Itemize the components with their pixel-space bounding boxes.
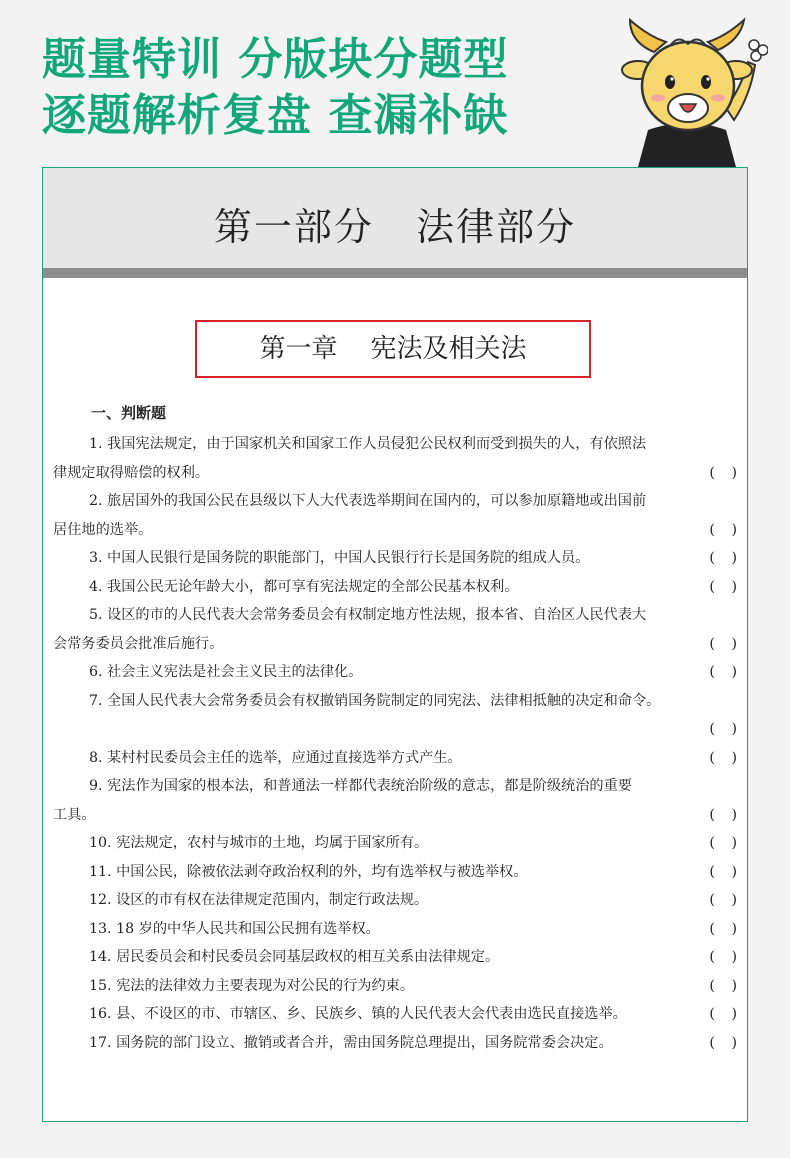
chapter-title: 第一章 宪法及相关法 [259, 334, 527, 364]
question-item [53, 829, 745, 858]
answer-blank[interactable]: ( ) [709, 835, 743, 851]
question-text: 4. 我国公民无论年龄大小，都可享有宪法规定的全部公民基本权利。 [89, 578, 519, 595]
answer-blank[interactable]: ( ) [709, 920, 743, 937]
answer-blank[interactable]: ( ) [709, 806, 743, 823]
promo-banner [42, 32, 602, 144]
question-item [53, 687, 745, 744]
question-item [53, 858, 745, 887]
question-text: 3. 中国人民银行是国务院的职能部门，中国人民银行行长是国务院的组成人员。 [89, 550, 590, 566]
question-item [53, 1000, 745, 1029]
question-item [53, 886, 745, 915]
question-text: 10. 宪法规定，农村与城市的土地，均属于国家所有。 [89, 835, 429, 851]
question-item [53, 487, 745, 544]
cow-mascot-icon [608, 12, 768, 167]
answer-blank[interactable]: ( ) [709, 521, 743, 538]
question-text: 1. 我国宪法规定，由于国家机关和国家工作人员侵犯公民权利而受到损失的人，有依照法 [89, 436, 647, 452]
question-item [53, 658, 745, 687]
question-text-continued [53, 715, 745, 744]
question-text-continued: 工具。 [53, 806, 96, 823]
question-item [53, 772, 745, 829]
question-item [53, 943, 745, 972]
question-text: 2. 旅居国外的我国公民在县级以下人大代表选举期间在国内的，可以参加原籍地或出国前 [89, 493, 647, 509]
question-text: 7. 全国人民代表大会常务委员会有权撤销国务院制定的同宪法、法律相抵触的决定和命令。 [89, 692, 661, 709]
answer-blank[interactable]: ( ) [709, 977, 743, 994]
answer-blank[interactable]: ( ) [709, 635, 743, 652]
banner-line-2: 逐题解析复盘 查漏补缺 [42, 90, 509, 141]
question-list [53, 430, 745, 1057]
question-text: 13. 18 岁的中华人民共和国公民拥有选举权。 [89, 920, 380, 937]
answer-blank[interactable]: ( ) [709, 664, 743, 680]
part-title: 第一部分 法律部分 [213, 205, 577, 249]
question-text: 15. 宪法的法律效力主要表现为对公民的行为约束。 [89, 977, 415, 994]
chapter-title-box [195, 320, 591, 378]
question-item [53, 972, 745, 1001]
answer-blank[interactable]: ( ) [709, 464, 743, 481]
answer-blank[interactable]: ( ) [709, 892, 743, 908]
question-item [53, 601, 745, 658]
answer-blank[interactable]: ( ) [709, 863, 743, 880]
question-text: 14. 居民委员会和村民委员会同基层政权的相互关系由法律规定。 [89, 949, 500, 965]
question-text: 16. 县、不设区的市、市辖区、乡、民族乡、镇的人民代表大会代表由选民直接选举。 [89, 1006, 627, 1022]
part-header [43, 168, 747, 268]
question-text: 11. 中国公民，除被依法剥夺政治权利的外，均有选举权与被选举权。 [89, 863, 528, 880]
question-text: 8. 某村村民委员会主任的选举，应通过直接选举方式产生。 [89, 749, 462, 766]
question-text-continued: 居住地的选举。 [53, 521, 153, 538]
question-item [53, 1029, 745, 1058]
question-text-continued: 律规定取得赔偿的权利。 [53, 464, 210, 481]
answer-blank[interactable]: ( ) [709, 1034, 743, 1051]
question-text: 17. 国务院的部门设立、撤销或者合并，需由国务院总理提出，国务院常委会决定。 [89, 1034, 613, 1051]
question-text: 6. 社会主义宪法是社会主义民主的法律化。 [89, 664, 363, 680]
question-item [53, 430, 745, 487]
answer-blank[interactable]: ( ) [709, 749, 743, 766]
question-item [53, 573, 745, 602]
question-text: 12. 设区的市有权在法律规定范围内，制定行政法规。 [89, 892, 429, 908]
question-item [53, 915, 745, 944]
answer-blank[interactable]: ( ) [709, 578, 743, 595]
answer-blank[interactable]: ( ) [709, 550, 743, 566]
question-text: 9. 宪法作为国家的根本法，和普通法一样都代表统治阶级的意志，都是阶级统治的重要 [89, 778, 632, 794]
part-header-divider [43, 268, 747, 278]
answer-blank[interactable]: ( ) [709, 1006, 743, 1022]
book-page [42, 167, 748, 1122]
question-text-continued: 会常务委员会批准后施行。 [53, 635, 224, 652]
answer-blank[interactable]: ( ) [709, 721, 743, 737]
question-text: 5. 设区的市的人民代表大会常务委员会有权制定地方性法规，报本省、自治区人民代表大 [89, 607, 647, 623]
question-item [53, 744, 745, 773]
question-item [53, 544, 745, 573]
answer-blank[interactable]: ( ) [709, 949, 743, 965]
section-title: 一、判断题 [91, 404, 167, 422]
banner-line-1: 题量特训 分版块分题型 [42, 34, 509, 85]
